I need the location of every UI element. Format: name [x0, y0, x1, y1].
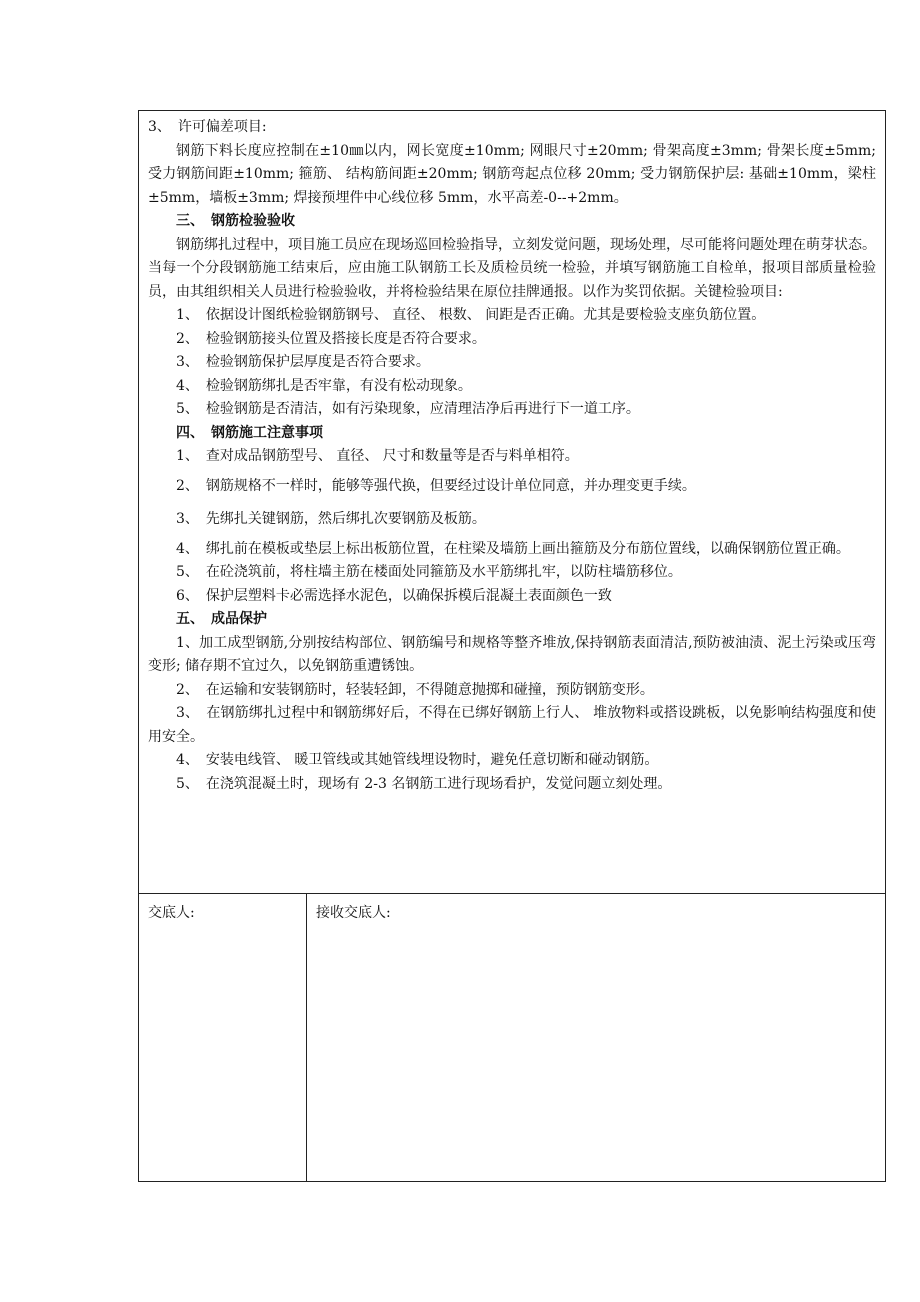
- list-item: 4、 绑扎前在模板或垫层上标出板筋位置，在柱梁及墙筋上画出箍筋及分布筋位置线，以确保钢筋位置正确。: [176, 540, 850, 557]
- giver-label: 交底人:: [148, 905, 195, 921]
- handover-table: [138, 110, 886, 1182]
- list-item: 3、 在钢筋绑扎过程中和钢筋绑好后，不得在已绑好钢筋上行人、 堆放物料或搭设跳板，以免影响结构强度和使用安全。: [148, 705, 876, 745]
- receiver-label: 接收交底人:: [316, 905, 391, 921]
- heading-inspection: 三、 钢筋检验验收: [176, 213, 295, 229]
- list-item: 4、 检验钢筋绑扎是否牢靠，有没有松动现象。: [176, 377, 472, 394]
- giver-cell: [139, 894, 307, 1181]
- s3-title: 3、 许可偏差项目:: [148, 119, 267, 135]
- list-item: 2、 在运输和安装钢筋时，轻装轻卸，不得随意抛掷和碰撞，预防钢筋变形。: [176, 681, 654, 698]
- list-item: 2、 检验钢筋接头位置及搭接长度是否符合要求。: [176, 330, 486, 347]
- list-item: 5、 在浇筑混凝土时，现场有 2-3 名钢筋工进行现场看护，发觉问题立刻处理。: [176, 775, 672, 792]
- list-item: 1、 依据设计图纸检验钢筋钢号、 直径、 根数、 间距是否正确。尤其是要检验支座负筋位置。: [176, 307, 766, 323]
- list-item: 5、 在砼浇筑前，将柱墙主筋在楼面处同箍筋及水平筋绑扎牢，以防柱墙筋移位。: [176, 564, 682, 580]
- list-item: 3、 先绑扎关键钢筋，然后绑扎次要钢筋及板筋。: [176, 511, 486, 527]
- inspection-body: 钢筋绑扎过程中，项目施工员应在现场巡回检验指导，立刻发觉问题，现场处理，尽可能将问题处理在萌芽状态。当每一个分段钢筋施工结束后，应由施工队钢筋工长及质检员统一检验，并填写钢筋施工自检单，报项目部质量检验员，由其组织相关人员进行检验验收，并将检验结果在原位挂牌通报。以作为奖罚依据。关键检验项目:: [148, 236, 876, 300]
- list-item: 3、 检验钢筋保护层厚度是否符合要求。: [176, 354, 430, 370]
- content-cell: [139, 111, 885, 894]
- list-item: 2、 钢筋规格不一样时，能够等强代换，但要经过设计单位同意，并办理变更手续。: [176, 477, 696, 494]
- s3-body: 钢筋下料长度应控制在±10㎜以内，网长宽度±10mm; 网眼尺寸±20mm; 骨架高度±3mm; 骨架长度±5mm; 受力钢筋间距±10mm; 箍筋、 结构筋间距±20mm; 钢筋弯起点位移 20mm; 受力钢筋保护层: 基础±10mm，梁柱±5mm，墙板±3mm; 焊接预埋件中心线位移 5mm，水平高差-0--+2mm。: [148, 142, 876, 206]
- list-item: 5、 检验钢筋是否清洁，如有污染现象，应清理洁净后再进行下一道工序。: [176, 401, 640, 417]
- list-item: 4、 安装电线管、 暖卫管线或其她管线埋设物时，避免任意切断和碰动钢筋。: [176, 752, 659, 768]
- receiver-cell: [307, 894, 885, 1181]
- heading-protection: 五、 成品保护: [176, 611, 267, 627]
- list-item: 1、 查对成品钢筋型号、 直径、 尺寸和数量等是否与料单相符。: [176, 448, 579, 464]
- list-item: 6、 保护层塑料卡必需选择水泥色，以确保拆模后混凝土表面颜色一致: [176, 587, 612, 604]
- list-item: 1、加工成型钢筋,分别按结构部位、钢筋编号和规格等整齐堆放,保持钢筋表面清洁,预防被油渍、泥土污染或压弯变形; 储存期不宜过久，以免钢筋重遭锈蚀。: [148, 634, 876, 674]
- heading-precautions: 四、 钢筋施工注意事项: [176, 424, 323, 441]
